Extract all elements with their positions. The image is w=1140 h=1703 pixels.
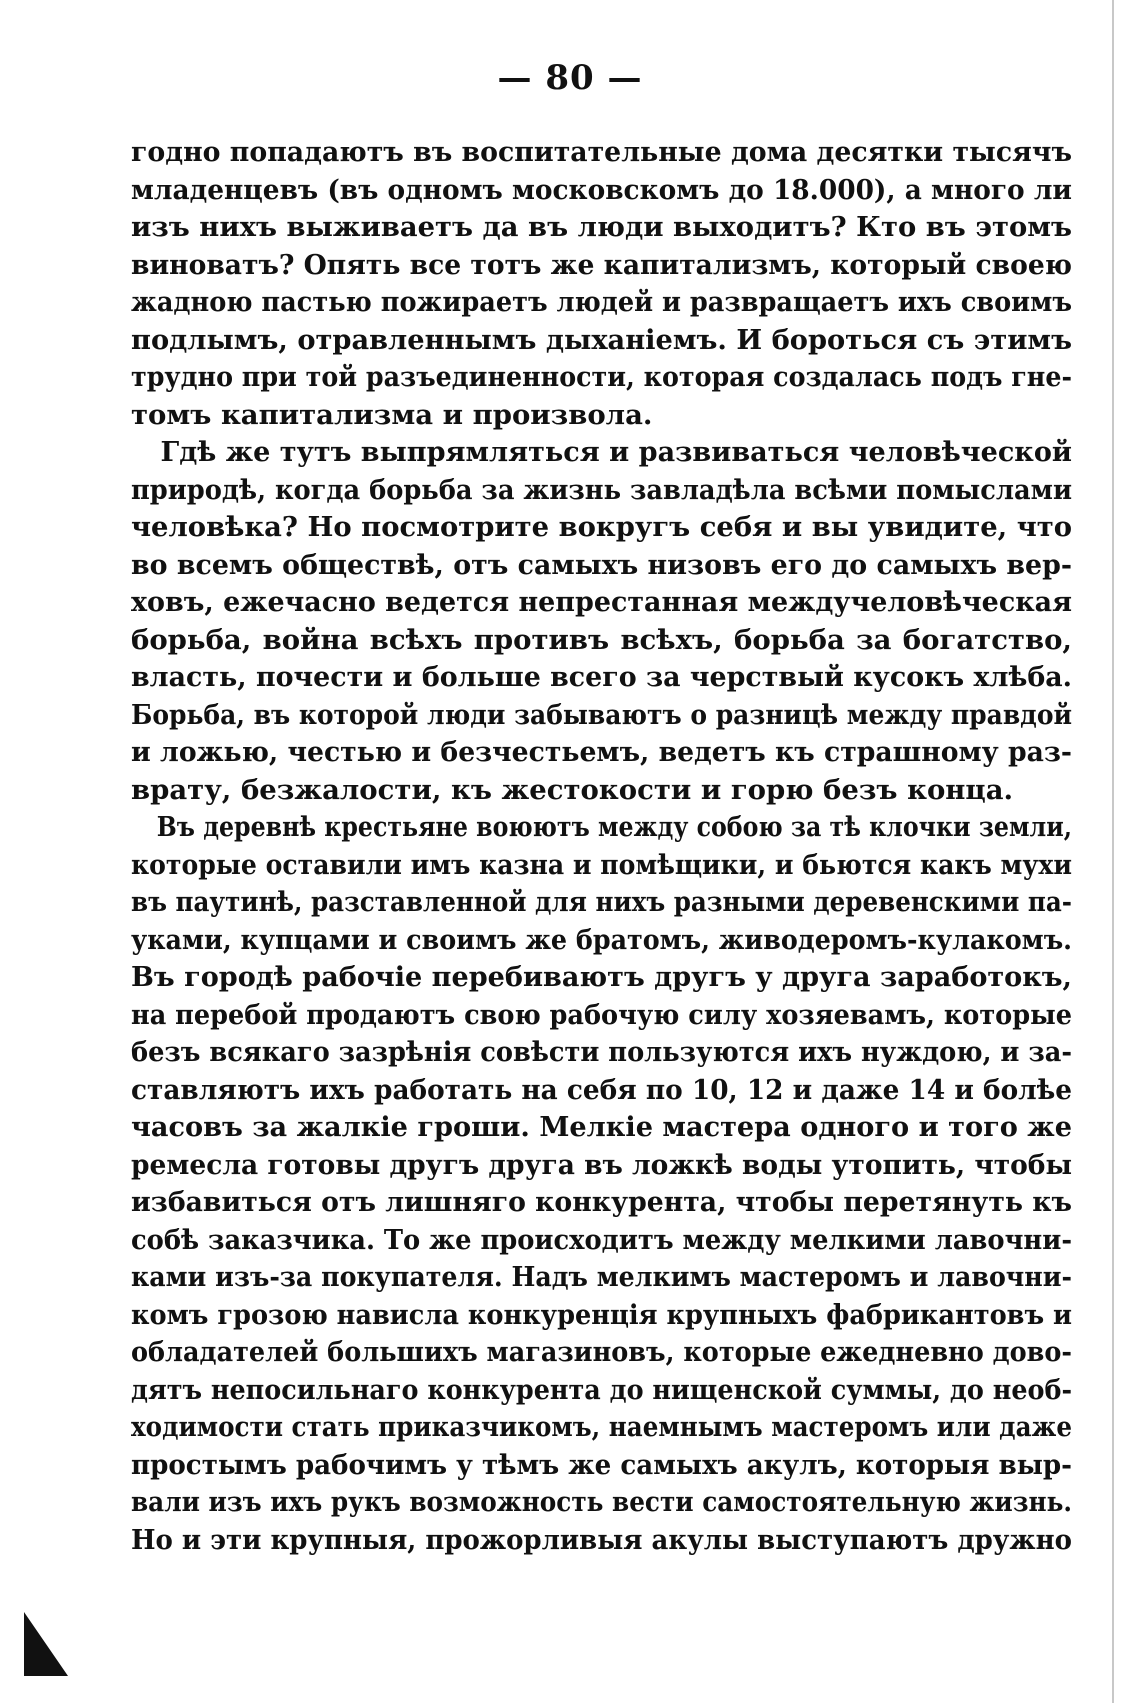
text-line: собѣ заказчика. То же происходитъ между мелкими лавочни- [131,1223,1072,1256]
text-line: уками, купцами и своимъ же братомъ, живодеромъ-кулакомъ. [131,923,1072,956]
text-line: часовъ за жалкіе гроши. Мелкіе мастера одного и того же [131,1111,1072,1143]
text-line: подлымъ, отравленнымъ дыханіемъ. И бороться съ этимъ [131,323,1072,356]
text-line: вали изъ ихъ рукъ возможность вести самостоятельную жизнь. [131,1486,1072,1518]
text-line: въ паутинѣ, разставленной для нихъ разными деревенскими па- [131,886,1072,918]
paragraph-1 [131,134,1072,434]
body-text [131,134,1072,1559]
text-line: избавиться отъ лишняго конкурента, чтобы перетянуть къ [131,1186,1072,1218]
text-line: ховъ, ежечасно ведется непрестанная междучеловѣческая [131,586,1072,618]
text-line: Но и эти крупныя, прожорливыя акулы выступаютъ дружно [131,1523,1072,1556]
text-line: человѣка? Но посмотрите вокругъ себя и вы увидите, что [131,511,1072,543]
text-line: и ложью, честью и безчестьемъ, ведетъ къ страшному раз- [131,736,1072,768]
text-line: на перебой продаютъ свою рабочую силу хозяевамъ, которые [131,998,1072,1031]
text-line: врату, безжалости, къ жестокости и горю безъ конца. [131,773,1014,806]
text-line: изъ нихъ выживаетъ да въ люди выходитъ? Кто въ этомъ [131,211,1072,243]
page-edge-line [1112,0,1114,1703]
text-line: комъ грозою нависла конкуренція крупныхъ фабрикантовъ и [131,1298,1072,1331]
text-line: простымъ рабочимъ у тѣмъ же самыхъ акулъ, которыя выр- [131,1448,1072,1481]
text-line: Борьба, въ которой люди забываютъ о разницѣ между правдой [131,698,1072,731]
text-line: годно попадаютъ въ воспитательные дома десятки тысячъ [131,136,1072,168]
text-line: Гдѣ же тутъ выпрямляться и развиваться человѣческой [160,436,1072,468]
text-line: борьба, война всѣхъ противъ всѣхъ, борьба за богатство, [131,623,1072,656]
paragraph-3 [131,809,1072,1559]
text-line: природѣ, когда борьба за жизнь завладѣла всѣми помыслами [131,473,1072,506]
text-line: ремесла готовы другъ друга въ ложкѣ воды утопить, чтобы [131,1148,1072,1181]
text-line: безъ всякаго зазрѣнія совѣсти пользуются ихъ нуждою, и за- [131,1036,1072,1068]
text-line: обладателей большихъ магазиновъ, которые ежедневно дово- [131,1336,1072,1368]
text-line: Въ деревнѣ крестьяне воюютъ между собою за тѣ клочки земли, [156,811,1072,843]
text-line: трудно при той разъединенности, которая создалась подъ гне- [131,361,1072,393]
text-line: ками изъ-за покупателя. Надъ мелкимъ мастеромъ и лавочни- [131,1261,1072,1293]
text-line: Въ городѣ рабочіе перебиваютъ другъ у друга заработокъ, [131,961,1072,993]
page-number: — 80 — [497,58,643,98]
text-line: виноватъ? Опять все тотъ же капитализмъ, который своею [131,248,1072,281]
text-line: томъ капитализма и произвола. [131,398,653,431]
text-line: ставляютъ ихъ работать на себя по 10, 12 и даже 14 и болѣе [131,1073,1072,1106]
text-line: ходимости стать приказчикомъ, наемнымъ мастеромъ или даже [131,1411,1072,1443]
text-line: жадною пастью пожираетъ людей и развращаетъ ихъ своимъ [131,286,1072,318]
paragraph-2 [131,434,1072,809]
text-line: во всемъ обществѣ, отъ самыхъ низовъ его до самыхъ вер- [131,548,1072,581]
corner-triangle-mark [24,1612,68,1676]
text-line: младенцевъ (въ одномъ московскомъ до 18.000), а много ли [131,173,1072,206]
text-line: которые оставили имъ казна и помѣщики, и бьются какъ мухи [131,848,1072,881]
text-line: дятъ непосильнаго конкурента до нищенской суммы, до необ- [131,1373,1072,1406]
text-line: власть, почести и больше всего за черствый кусокъ хлѣба. [131,661,1072,693]
